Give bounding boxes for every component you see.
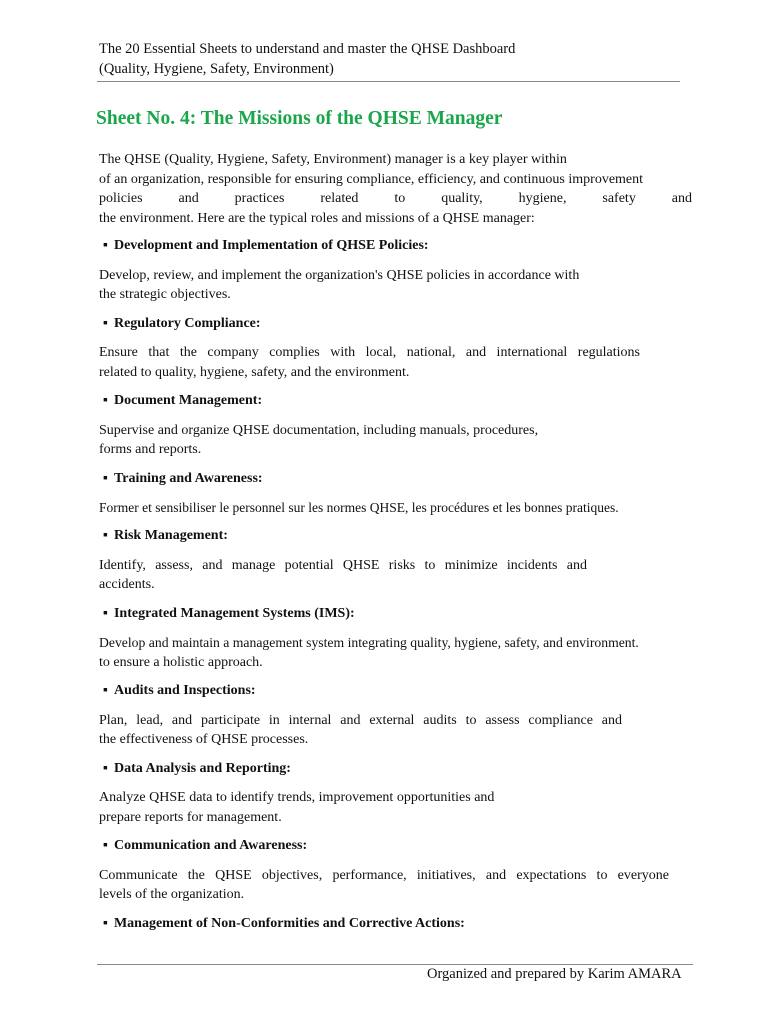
section-heading-ims xyxy=(103,604,355,623)
section-text-line: prepare reports for management. xyxy=(99,809,282,825)
bullet-icon: ▪ xyxy=(103,315,108,331)
intro-line-4: the environment. Here are the typical roles and missions of a QHSE manager: xyxy=(99,210,535,226)
section-heading-label: Data Analysis and Reporting: xyxy=(113,760,291,776)
section-text-line: Develop, review, and implement the organization's QHSE policies in accordance with xyxy=(99,267,580,283)
section-heading-label: Communication and Awareness: xyxy=(113,838,308,853)
section-text-line: forms and reports. xyxy=(99,442,202,457)
section-text-line: accidents. xyxy=(99,577,155,592)
intro-line-3: policies and practices related to quality, hygiene, safety and xyxy=(99,191,692,206)
section-heading-regulatory xyxy=(103,314,261,333)
section-heading-audits xyxy=(103,681,256,700)
section-text-line: the strategic objectives. xyxy=(99,287,231,302)
header-divider xyxy=(97,81,680,82)
section-heading-training xyxy=(103,469,263,488)
section-heading-label: Integrated Management Systems (IMS): xyxy=(113,605,355,621)
section-text-line: Communicate the QHSE objectives, performance, initiatives, and expectations to everyone xyxy=(99,867,669,883)
section-text-line: Ensure that the company complies with local, national, and international regulations xyxy=(99,345,640,360)
intro-line-1: The QHSE (Quality, Hygiene, Safety, Environment) manager is a key player within xyxy=(99,152,567,167)
section-text-line: levels of the organization. xyxy=(99,887,245,902)
section-heading-communication xyxy=(103,836,307,855)
section-heading-label: Risk Management: xyxy=(113,528,228,543)
bullet-icon: ▪ xyxy=(103,605,108,621)
section-heading-analysis xyxy=(103,759,291,778)
section-heading-label: Training and Awareness: xyxy=(113,470,263,486)
page-footer: Organized and prepared by Karim AMARA xyxy=(427,966,682,982)
section-heading-label: Development and Implementation of QHSE Policies: xyxy=(113,238,429,253)
bullet-icon: ▪ xyxy=(103,838,108,853)
section-heading-documents xyxy=(103,391,262,410)
bullet-icon: ▪ xyxy=(103,528,108,543)
section-text-line: the effectiveness of QHSE processes. xyxy=(99,732,309,747)
section-heading-nonconformities xyxy=(103,914,465,933)
section-heading-risk xyxy=(103,526,228,545)
section-heading-label: Management of Non-Conformities and Corrective Actions: xyxy=(113,915,465,931)
bullet-icon: ▪ xyxy=(103,238,108,253)
section-heading-policies xyxy=(103,236,429,255)
bullet-icon: ▪ xyxy=(103,760,108,776)
section-text-line: to ensure a holistic approach. xyxy=(99,654,263,670)
section-text-line: Plan, lead, and participate in internal and external audits to assess compliance and xyxy=(99,712,622,728)
bullet-icon: ▪ xyxy=(103,683,108,698)
footer-divider xyxy=(97,964,693,965)
bullet-icon: ▪ xyxy=(103,393,108,408)
intro-line-2: of an organization, responsible for ensuring compliance, efficiency, and continuous improvement xyxy=(99,171,644,187)
section-text-line: Supervise and organize QHSE documentation, including manuals, procedures, xyxy=(99,422,539,438)
section-text-line: Identify, assess, and manage potential QHSE risks to minimize incidents and xyxy=(99,557,587,573)
section-text-line: Former et sensibiliser le personnel sur les normes QHSE, les procédures et les bonnes pratiques. xyxy=(99,499,619,515)
header-line-2: (Quality, Hygiene, Safety, Environment) xyxy=(99,60,334,77)
bullet-icon: ▪ xyxy=(103,915,108,931)
section-text-line: related to quality, hygiene, safety, and the environment. xyxy=(99,364,410,380)
section-text-line: Analyze QHSE data to identify trends, improvement opportunities and xyxy=(99,790,495,805)
section-heading-label: Document Management: xyxy=(113,393,263,408)
sheet-title: Sheet No. 4: The Missions of the QHSE Manager xyxy=(96,108,503,129)
bullet-icon: ▪ xyxy=(103,470,108,486)
header-line-1: The 20 Essential Sheets to understand and master the QHSE Dashboard xyxy=(99,41,516,57)
section-heading-label: Regulatory Compliance: xyxy=(113,315,261,331)
section-text-line: Develop and maintain a management system integrating quality, hygiene, safety, and environment. xyxy=(99,635,639,650)
section-heading-label: Audits and Inspections: xyxy=(113,683,256,698)
page-header xyxy=(99,40,679,79)
